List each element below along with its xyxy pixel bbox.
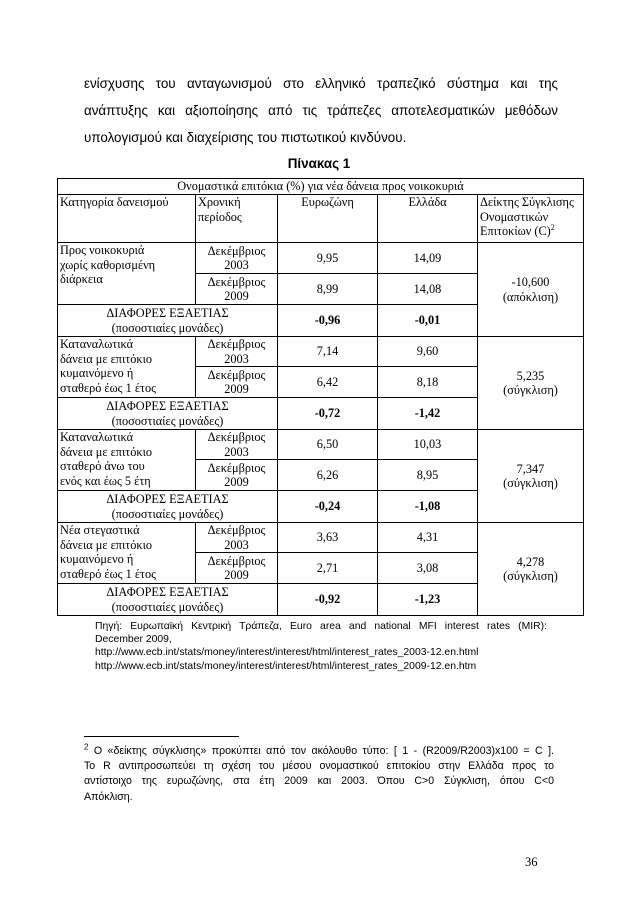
greece-cell: 14,08: [378, 274, 478, 305]
category-cell: [58, 430, 196, 491]
diff-label-line: ΔΙΑΦΟΡΕΣ ΕΞΑΕΤΙΑΣ: [106, 585, 229, 599]
intro-line: ενίσχυσης του ανταγωνισμού στο ελληνικό τραπεζικό σύστημα και της: [84, 76, 558, 91]
header-category: Κατηγορία δανεισμού: [58, 195, 196, 243]
footnote-line: αντίστοιχο της ευρωζώνης, στα έτη 2009 και 2003. Όπου C>0 Σύγκλιση, όπου C<0: [84, 775, 554, 788]
eurozone-cell: 6,26: [278, 460, 378, 491]
index-value: 7,347: [516, 461, 545, 476]
index-value: 4,278: [516, 554, 545, 569]
page-number: 36: [525, 855, 538, 869]
greece-cell: 10,03: [378, 430, 478, 460]
index-value: -10,600: [511, 275, 550, 289]
intro-line: υπολογισμού και διαχείρισης του πιστωτικού κινδύνου.: [84, 130, 407, 145]
source-link[interactable]: http://www.ecb.int/stats/money/interest/interest/html/interest_rates_2009-12.en.htm: [95, 660, 477, 672]
interest-rates-table: [57, 178, 584, 616]
footnote-marker: 2: [84, 742, 89, 752]
greece-cell: 8,18: [378, 367, 478, 398]
index-label: (σύγκλιση): [503, 476, 558, 490]
index-label: (σύγκλιση): [503, 383, 558, 397]
greece-cell: 8,95: [378, 460, 478, 491]
greece-cell: 3,08: [378, 553, 478, 584]
intro-line: ανάπτυξης και αξιοποίησης από τις τράπεζες αποτελεσματικών μεθόδων: [84, 103, 558, 118]
header-index-text: Δείκτης Σύγκλισης Ονομαστικών Επιτοκίων (C): [480, 195, 574, 238]
category-cell: [58, 523, 196, 584]
category-line: χωρίς καθορισμένη: [60, 257, 156, 272]
footnote: [84, 744, 554, 805]
eurozone-cell: 6,42: [278, 367, 378, 398]
index-cell: [478, 243, 584, 337]
source-line: December 2009,: [95, 634, 172, 646]
period-cell: Δεκέμβριος 2003: [196, 337, 278, 367]
eurozone-cell: 7,14: [278, 337, 378, 367]
diff-label: [58, 584, 278, 616]
greece-cell: 14,09: [378, 243, 478, 274]
category-line: διάρκεια: [60, 272, 103, 286]
category-line: σταθερό έως 1 έτος: [60, 380, 156, 395]
footnote-ref: 2: [550, 222, 555, 232]
diff-label-line: ΔΙΑΦΟΡΕΣ ΕΞΑΕΤΙΑΣ: [106, 306, 229, 320]
period-cell: Δεκέμβριος 2009: [196, 274, 278, 305]
category-line: δάνεια με επιτόκιο: [60, 537, 153, 552]
index-cell: [478, 337, 584, 430]
category-cell: [58, 243, 196, 305]
header-eurozone: Ευρωζώνη: [278, 195, 378, 243]
period-cell: Δεκέμβριος 2009: [196, 367, 278, 398]
header-index: [478, 195, 584, 243]
header-greece: Ελλάδα: [378, 195, 478, 243]
category-line: κυμαινόμενο ή: [60, 552, 134, 566]
diff-label-line: ΔΙΑΦΟΡΕΣ ΕΞΑΕΤΙΑΣ: [106, 399, 229, 413]
index-cell: [478, 430, 584, 523]
diff-label-line: (ποσοστιαίες μονάδες): [111, 599, 224, 614]
footnote-line: Το R αντιπροσωπεύει τη σχέση του μέσου ονομαστικού επιτοκίου στην Ελλάδα προς το: [84, 760, 554, 773]
period-cell: Δεκέμβριος 2003: [196, 523, 278, 553]
diff-label-line: ΔΙΑΦΟΡΕΣ ΕΞΑΕΤΙΑΣ: [106, 492, 229, 506]
table-caption: Ονομαστικά επιτόκια (%) για νέα δάνεια προς νοικοκυριά: [58, 179, 584, 195]
category-line: Νέα στεγαστικά: [60, 523, 140, 537]
diff-label-line: (ποσοστιαίες μονάδες): [111, 320, 224, 335]
source-line: Πηγή: Ευρωπαϊκή Κεντρική Τράπεζα, Euro area and national MFI interest rates (MIR):: [95, 621, 547, 632]
table-title: Πίνακας 1: [287, 156, 351, 171]
diff-greece: -1,42: [378, 398, 478, 430]
category-line: σταθερό έως 1 έτος: [60, 566, 156, 581]
category-line: Καταναλωτικά: [60, 430, 134, 444]
category-line: δάνεια με επιτόκιο: [60, 351, 153, 366]
intro-paragraph: [84, 70, 558, 151]
footnote-text: Ο «δείκτης σύγκλισης» προκύπτει από τον ακόλουθο τύπο: [ 1 - (R2009/R2003)x100 = C ].: [93, 745, 554, 757]
diff-eurozone: -0,96: [278, 305, 378, 337]
index-value: 5,235: [516, 368, 545, 383]
source-link[interactable]: http://www.ecb.int/stats/money/interest/interest/html/interest_rates_2003-12.en.html: [95, 647, 479, 659]
diff-label: [58, 305, 278, 337]
index-label: (απόκλιση): [502, 289, 559, 304]
diff-label-line: (ποσοστιαίες μονάδες): [111, 413, 224, 428]
category-line: δάνεια με επιτόκιο: [60, 444, 153, 459]
category-cell: [58, 337, 196, 398]
footnote-divider: [84, 736, 239, 737]
greece-cell: 4,31: [378, 523, 478, 553]
diff-greece: -1,08: [378, 491, 478, 523]
table-row: [58, 523, 584, 553]
eurozone-cell: 6,50: [278, 430, 378, 460]
period-cell: Δεκέμβριος 2003: [196, 243, 278, 274]
category-line: κυμαινόμενο ή: [60, 366, 134, 380]
index-cell: [478, 523, 584, 616]
diff-greece: -0,01: [378, 305, 478, 337]
table-row: [58, 337, 584, 367]
period-cell: Δεκέμβριος 2009: [196, 460, 278, 491]
diff-greece: -1,23: [378, 584, 478, 616]
footnote-line: [84, 744, 554, 759]
eurozone-cell: 3,63: [278, 523, 378, 553]
period-cell: Δεκέμβριος 2003: [196, 430, 278, 460]
source-note: [95, 620, 547, 673]
category-line: σταθερό άνω του: [60, 459, 145, 473]
period-cell: Δεκέμβριος 2009: [196, 553, 278, 584]
category-line: ενός και έως 5 έτη: [60, 473, 151, 488]
eurozone-cell: 8,99: [278, 274, 378, 305]
eurozone-cell: 9,95: [278, 243, 378, 274]
diff-label-line: (ποσοστιαίες μονάδες): [111, 506, 224, 521]
diff-eurozone: -0,92: [278, 584, 378, 616]
header-period: Χρονική περίοδος: [196, 195, 278, 243]
table-row: [58, 243, 584, 274]
diff-eurozone: -0,72: [278, 398, 378, 430]
category-line: Προς νοικοκυριά: [60, 243, 145, 257]
diff-eurozone: -0,24: [278, 491, 378, 523]
diff-label: [58, 398, 278, 430]
footnote-line: Απόκλιση.: [84, 790, 133, 803]
eurozone-cell: 2,71: [278, 553, 378, 584]
diff-label: [58, 491, 278, 523]
index-label: (σύγκλιση): [503, 569, 558, 583]
table-row: [58, 430, 584, 460]
category-line: Καταναλωτικά: [60, 337, 134, 351]
header-row: [58, 195, 584, 243]
greece-cell: 9,60: [378, 337, 478, 367]
